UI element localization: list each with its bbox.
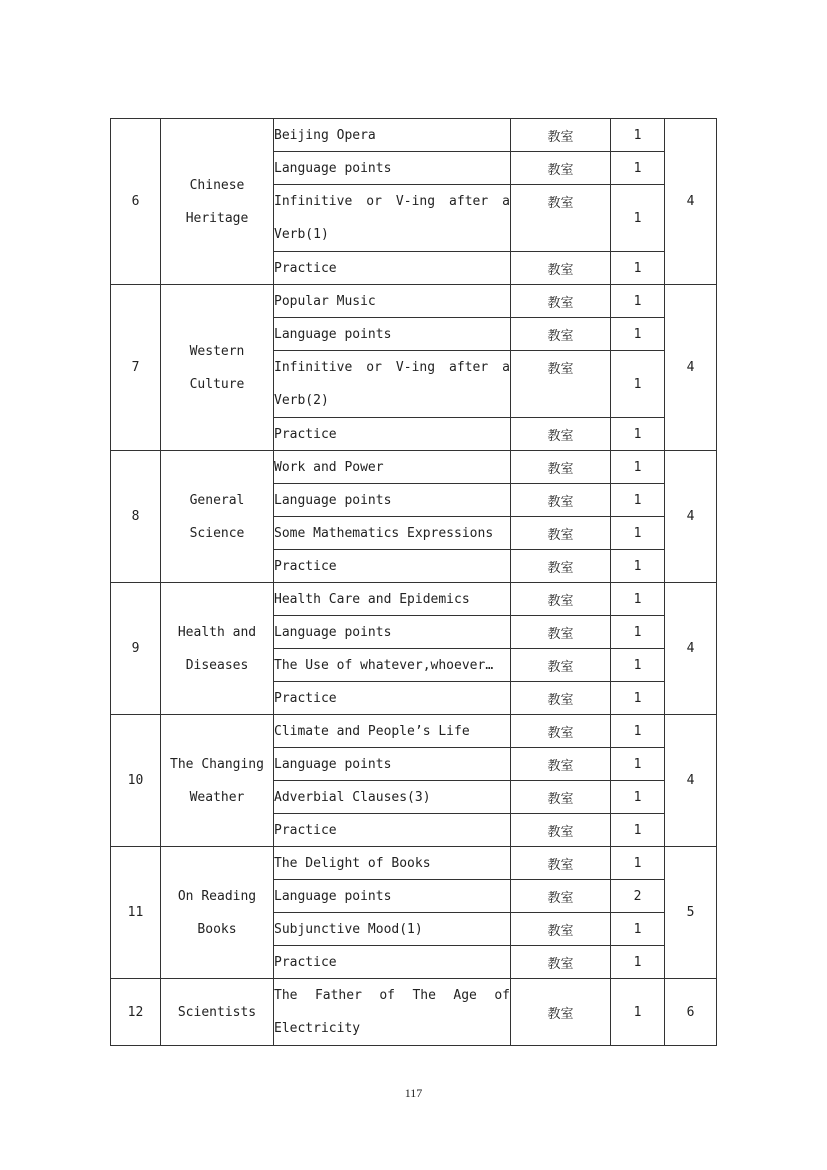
lesson-hours: 1 <box>611 814 665 847</box>
lesson-hours: 1 <box>611 152 665 185</box>
lesson-topic: Language points <box>274 484 511 517</box>
unit-number: 6 <box>111 119 161 285</box>
lesson-topic: The Father of The Age of Electricity <box>274 979 511 1046</box>
lesson-room: 教室 <box>511 318 611 351</box>
unit-number: 10 <box>111 715 161 847</box>
lesson-topic: Adverbial Clauses(3) <box>274 781 511 814</box>
lesson-hours: 1 <box>611 847 665 880</box>
unit-title-line: The Changing <box>170 756 264 772</box>
lesson-topic: Popular Music <box>274 285 511 318</box>
lesson-topic: Climate and People’s Life <box>274 715 511 748</box>
lesson-hours: 1 <box>611 715 665 748</box>
lesson-hours: 1 <box>611 781 665 814</box>
lesson-room: 教室 <box>511 152 611 185</box>
table-row <box>111 583 717 616</box>
lesson-room: 教室 <box>511 748 611 781</box>
lesson-room: 教室 <box>511 979 611 1046</box>
table-row <box>111 847 717 880</box>
unit-title-line: Weather <box>189 789 245 805</box>
unit-title <box>161 715 274 847</box>
unit-total-hours: 4 <box>665 715 717 847</box>
unit-title-line: On Reading <box>177 888 257 904</box>
unit-number: 9 <box>111 583 161 715</box>
lesson-room: 教室 <box>511 649 611 682</box>
lesson-room: 教室 <box>511 781 611 814</box>
lesson-hours: 1 <box>611 252 665 285</box>
lesson-topic: Language points <box>274 748 511 781</box>
lesson-topic: Infinitive or V-ing after a Verb(2) <box>274 351 511 418</box>
unit-title-line: Health and <box>177 624 257 640</box>
unit-title-line: Heritage <box>185 210 249 226</box>
lesson-hours: 1 <box>611 185 665 252</box>
lesson-hours: 1 <box>611 318 665 351</box>
lesson-hours: 1 <box>611 550 665 583</box>
lesson-hours: 1 <box>611 418 665 451</box>
unit-total-hours: 5 <box>665 847 717 979</box>
lesson-hours: 1 <box>611 946 665 979</box>
lesson-topic: Practice <box>274 418 511 451</box>
lesson-room: 教室 <box>511 616 611 649</box>
unit-title-line: Science <box>189 525 245 541</box>
unit-total-hours: 6 <box>665 979 717 1046</box>
unit-title-line: Diseases <box>185 657 249 673</box>
lesson-room: 教室 <box>511 285 611 318</box>
lesson-hours: 1 <box>611 682 665 715</box>
lesson-topic: Practice <box>274 946 511 979</box>
lesson-hours: 1 <box>611 649 665 682</box>
lesson-topic: Work and Power <box>274 451 511 484</box>
lesson-topic: The Delight of Books <box>274 847 511 880</box>
lesson-room: 教室 <box>511 583 611 616</box>
lesson-topic: Infinitive or V-ing after a Verb(1) <box>274 185 511 252</box>
lesson-topic: Practice <box>274 252 511 285</box>
table-row <box>111 979 717 1013</box>
lesson-topic: Language points <box>274 152 511 185</box>
lesson-topic: Language points <box>274 318 511 351</box>
table-row <box>111 119 717 152</box>
unit-title <box>161 979 274 1046</box>
lesson-room: 教室 <box>511 119 611 152</box>
lesson-hours: 1 <box>611 913 665 946</box>
lesson-hours: 1 <box>611 979 665 1046</box>
unit-total-hours: 4 <box>665 119 717 285</box>
unit-title <box>161 285 274 451</box>
lesson-room: 教室 <box>511 715 611 748</box>
lesson-room: 教室 <box>511 550 611 583</box>
lesson-room: 教室 <box>511 913 611 946</box>
lesson-hours: 1 <box>611 517 665 550</box>
lesson-topic: Some Mathematics Expressions <box>274 517 511 550</box>
lesson-room: 教室 <box>511 847 611 880</box>
unit-title-line: Scientists <box>177 1004 257 1020</box>
lesson-room: 教室 <box>511 418 611 451</box>
unit-number: 12 <box>111 979 161 1046</box>
lesson-topic: Practice <box>274 682 511 715</box>
table-row <box>111 285 717 318</box>
unit-total-hours: 4 <box>665 451 717 583</box>
lesson-hours: 1 <box>611 351 665 418</box>
lesson-topic: Beijing Opera <box>274 119 511 152</box>
lesson-hours: 2 <box>611 880 665 913</box>
table-row <box>111 715 717 748</box>
lesson-hours: 1 <box>611 748 665 781</box>
lesson-room: 教室 <box>511 451 611 484</box>
lesson-topic: Language points <box>274 880 511 913</box>
lesson-hours: 1 <box>611 285 665 318</box>
lesson-topic: Practice <box>274 550 511 583</box>
unit-title <box>161 583 274 715</box>
unit-total-hours: 4 <box>665 583 717 715</box>
lesson-topic: The Use of whatever,whoever… <box>274 649 511 682</box>
lesson-room: 教室 <box>511 682 611 715</box>
lesson-hours: 1 <box>611 451 665 484</box>
unit-number: 11 <box>111 847 161 979</box>
lesson-room: 教室 <box>511 185 611 252</box>
lesson-topic: Language points <box>274 616 511 649</box>
unit-title <box>161 451 274 583</box>
lesson-hours: 1 <box>611 119 665 152</box>
unit-title <box>161 119 274 285</box>
lesson-room: 教室 <box>511 946 611 979</box>
course-schedule-table <box>110 118 717 1046</box>
unit-title-line: Books <box>197 921 237 937</box>
lesson-topic: Subjunctive Mood(1) <box>274 913 511 946</box>
page-number: 117 <box>404 1086 423 1100</box>
lesson-hours: 1 <box>611 616 665 649</box>
unit-number: 7 <box>111 285 161 451</box>
unit-title <box>161 847 274 979</box>
unit-title-line: General <box>189 492 245 508</box>
lesson-room: 教室 <box>511 252 611 285</box>
unit-total-hours: 4 <box>665 285 717 451</box>
lesson-topic: Practice <box>274 814 511 847</box>
unit-title-line: Chinese <box>189 177 245 193</box>
lesson-topic: Health Care and Epidemics <box>274 583 511 616</box>
lesson-hours: 1 <box>611 484 665 517</box>
unit-title-line: Culture <box>189 376 245 392</box>
unit-number: 8 <box>111 451 161 583</box>
table-row <box>111 451 717 484</box>
lesson-room: 教室 <box>511 484 611 517</box>
lesson-room: 教室 <box>511 351 611 418</box>
unit-title-line: Western <box>189 343 245 359</box>
lesson-room: 教室 <box>511 517 611 550</box>
lesson-hours: 1 <box>611 583 665 616</box>
lesson-room: 教室 <box>511 814 611 847</box>
lesson-room: 教室 <box>511 880 611 913</box>
